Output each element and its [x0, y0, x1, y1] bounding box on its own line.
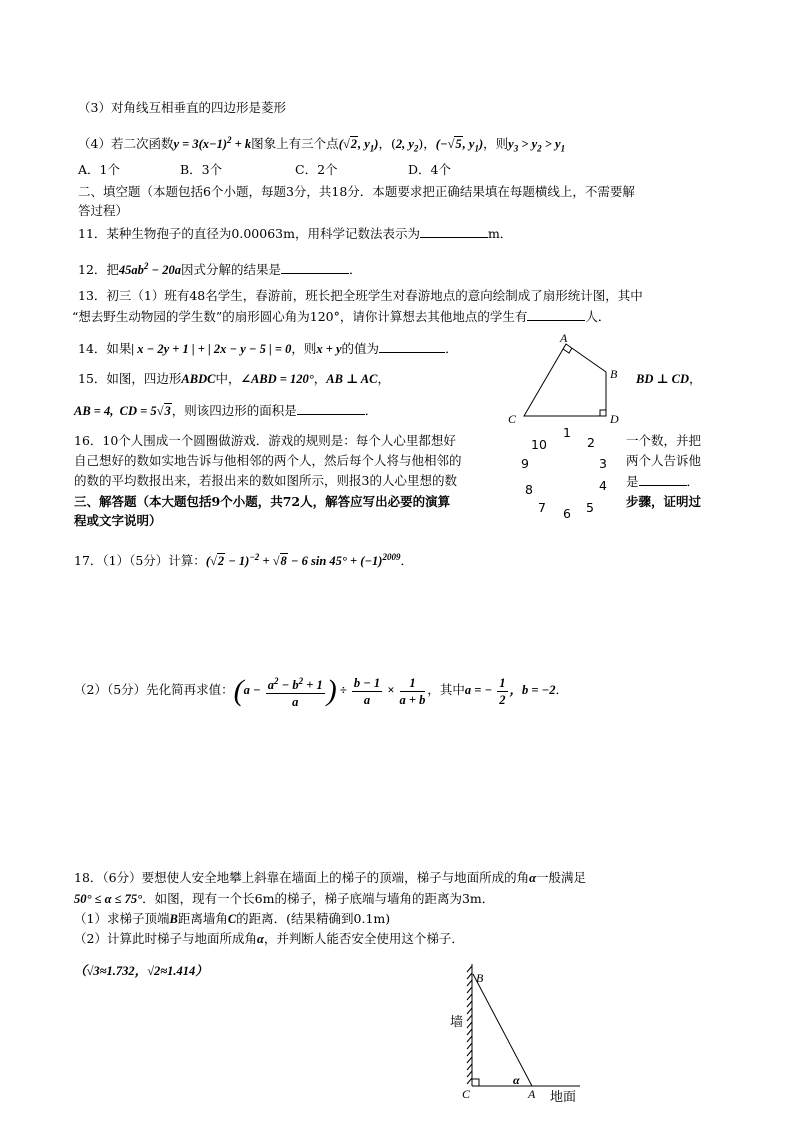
- q13-line2: “想去野生动物园的学生数”的扇形圆心角为120°，请你计算想去其他地点的学生有 人．: [72, 309, 611, 324]
- label-c: C: [462, 1087, 471, 1101]
- q17-part1: 17．（1）（5分）计算：$(√2 - 1)^{-2} + √8 - 6$ $\sin 45^\circ + (-1)^{2009}$．: [74, 552, 413, 569]
- polynomial: $45ab^2 - 20a$: [118, 261, 181, 278]
- quadrilateral-figure: [500, 332, 630, 432]
- q11: 11．某种生物孢子的直径为0.00063m，用科学记数法表示为 m．: [78, 226, 513, 241]
- option-a: A．1个: [78, 162, 120, 177]
- circle-number-1: 1: [563, 425, 571, 440]
- option-d: D．4个: [408, 162, 451, 177]
- quadratic-function: $y = 3(x-1)^2 + k$: [173, 135, 252, 152]
- q15-line1: 15．如图，四边形ABDC中，∠ABD = 120°，AB ⊥ AC，: [78, 371, 390, 386]
- q18-line2: 50° ≤ α ≤ 75°．如图，现有一个长6m的梯子，梯子底端与墙角的距离为3m．: [74, 891, 495, 906]
- ladder-line: [473, 974, 532, 1086]
- q14: 14．如果| x − 2y + 1 | + | 2x − y − 5 | = 0，则x + y的值为 ．: [78, 341, 458, 356]
- bd-perp-cd: BD ⊥ CD: [636, 372, 689, 386]
- circle-number-4: 4: [599, 478, 607, 493]
- circle-number-8: 8: [525, 482, 533, 497]
- q10-item-4: （4）若二次函数$y = 3(x-1)^2 + k$图象上有三个点(√2, $y_1$)，(2, $y_2$)，(−√5, $y_1$)，则$y_3 > y_2 > y_1$: [78, 135, 566, 154]
- circle-number-6: 6: [563, 506, 571, 521]
- q18-hint: （√3≈1.732，√2≈1.414）: [74, 964, 208, 978]
- circle-number-2: 2: [587, 435, 595, 450]
- label-d: D: [610, 412, 619, 426]
- circle-number-5: 5: [586, 500, 594, 515]
- q13-line1: 13．初三（1）班有48名学生，春游前，班长把全班学生对春游地点的意向绘制成了扇形统计图，其中: [78, 288, 643, 303]
- circle-number-9: 9: [521, 456, 529, 471]
- q16-line3: 的数的平均数报出来，若报出来的数如图所示，则报3的人心里想的数: [74, 473, 457, 488]
- section3-heading-right: 步骤，证明过: [626, 494, 702, 509]
- answer-blank: [527, 308, 585, 321]
- q16-line1-right: 一个数，并把: [626, 433, 702, 448]
- ladder-figure: [440, 958, 590, 1108]
- option-c: C．2个: [295, 162, 338, 177]
- answer-blank: [639, 473, 687, 486]
- q16-line3-right: 是 ．: [626, 474, 700, 489]
- wall-hatching: [467, 964, 472, 1086]
- answer-blank: [281, 261, 349, 274]
- abs-equation: | x − 2y + 1 | + | 2x − y − 5 | = 0: [131, 342, 292, 356]
- q12: 12．把$45ab^2 - 20a$因式分解的结果是 ．: [78, 261, 362, 278]
- label-c: C: [508, 412, 517, 426]
- q17-part2: （2）（5分）先化简再求值：(a − $\frac{a^2 - b^2 + 1}{a}$ ) ÷ $\frac{b - 1}{a}$ × $\frac{1}{a + b}$ ，其中a = − $\frac{1}{2}$ ，b = −2．: [74, 674, 568, 709]
- q15-line2: AB = 4, CD = 5√3，则该四边形的面积是 ．: [74, 403, 378, 418]
- ground-label: 地面: [550, 1089, 577, 1104]
- section3-heading: 三、解答题（本大题包括9个小题，共72人，解答应写出必要的演算: [74, 494, 451, 509]
- answer-blank: [420, 225, 488, 238]
- circle-number-7: 7: [538, 500, 546, 515]
- q18-sub2: （2）计算此时梯子与地面所成角α，并判断人能否安全使用这个梯子．: [74, 931, 464, 946]
- simplify-expression: (a − $\frac{a^2 - b^2 + 1}{a}$ ) ÷ $\frac{b - 1}{a}$ × $\frac{1}{a + b}$: [233, 674, 426, 709]
- q10-item-3: （3）对角线互相垂直的四边形是菱形: [78, 100, 286, 115]
- q16-line1: 16．10个人围成一个圆圈做游戏．游戏的规则是：每个人心里都想好: [74, 433, 456, 448]
- label-alpha: α: [513, 1073, 520, 1087]
- section2-heading-cont: 答过程）: [78, 203, 129, 218]
- label-b: B: [476, 971, 484, 985]
- q18-line1: 18．（6分）要想使人安全地攀上斜靠在墙面上的梯子的顶端，梯子与地面所成的角α一般满足: [74, 870, 587, 885]
- section3-heading-cont: 程或文字说明）: [74, 513, 162, 528]
- circle-number-10: 10: [531, 437, 547, 452]
- answer-blank: [297, 402, 365, 415]
- label-a: A: [528, 1087, 536, 1101]
- angle-range: 50° ≤ α ≤ 75°: [74, 892, 143, 906]
- option-b: B．3个: [180, 162, 223, 177]
- answer-blank: [379, 340, 445, 353]
- label-a: A: [560, 332, 568, 345]
- circle-number-3: 3: [599, 456, 607, 471]
- q18-sub1: （1）求梯子顶端B距离墙角C的距离．(结果精确到0.1m): [74, 911, 391, 926]
- q16-line2-right: 两个人告诉他: [626, 453, 702, 468]
- calc-expression: $(√2 - 1)^{-2} + √8 - 6$ $\sin 45^\circ + (-1)^{2009}$: [205, 552, 401, 569]
- label-b: B: [610, 367, 618, 381]
- wall-label: 墙: [450, 1014, 464, 1029]
- q16-line2: 自己想好的数如实地告诉与他相邻的两个人，然后每个人将与他相邻的: [74, 453, 462, 468]
- section2-heading: 二、填空题（本题包括6个小题，每题3分，共18分．本题要求把正确结果填在每题横线上，不需要解: [78, 184, 635, 199]
